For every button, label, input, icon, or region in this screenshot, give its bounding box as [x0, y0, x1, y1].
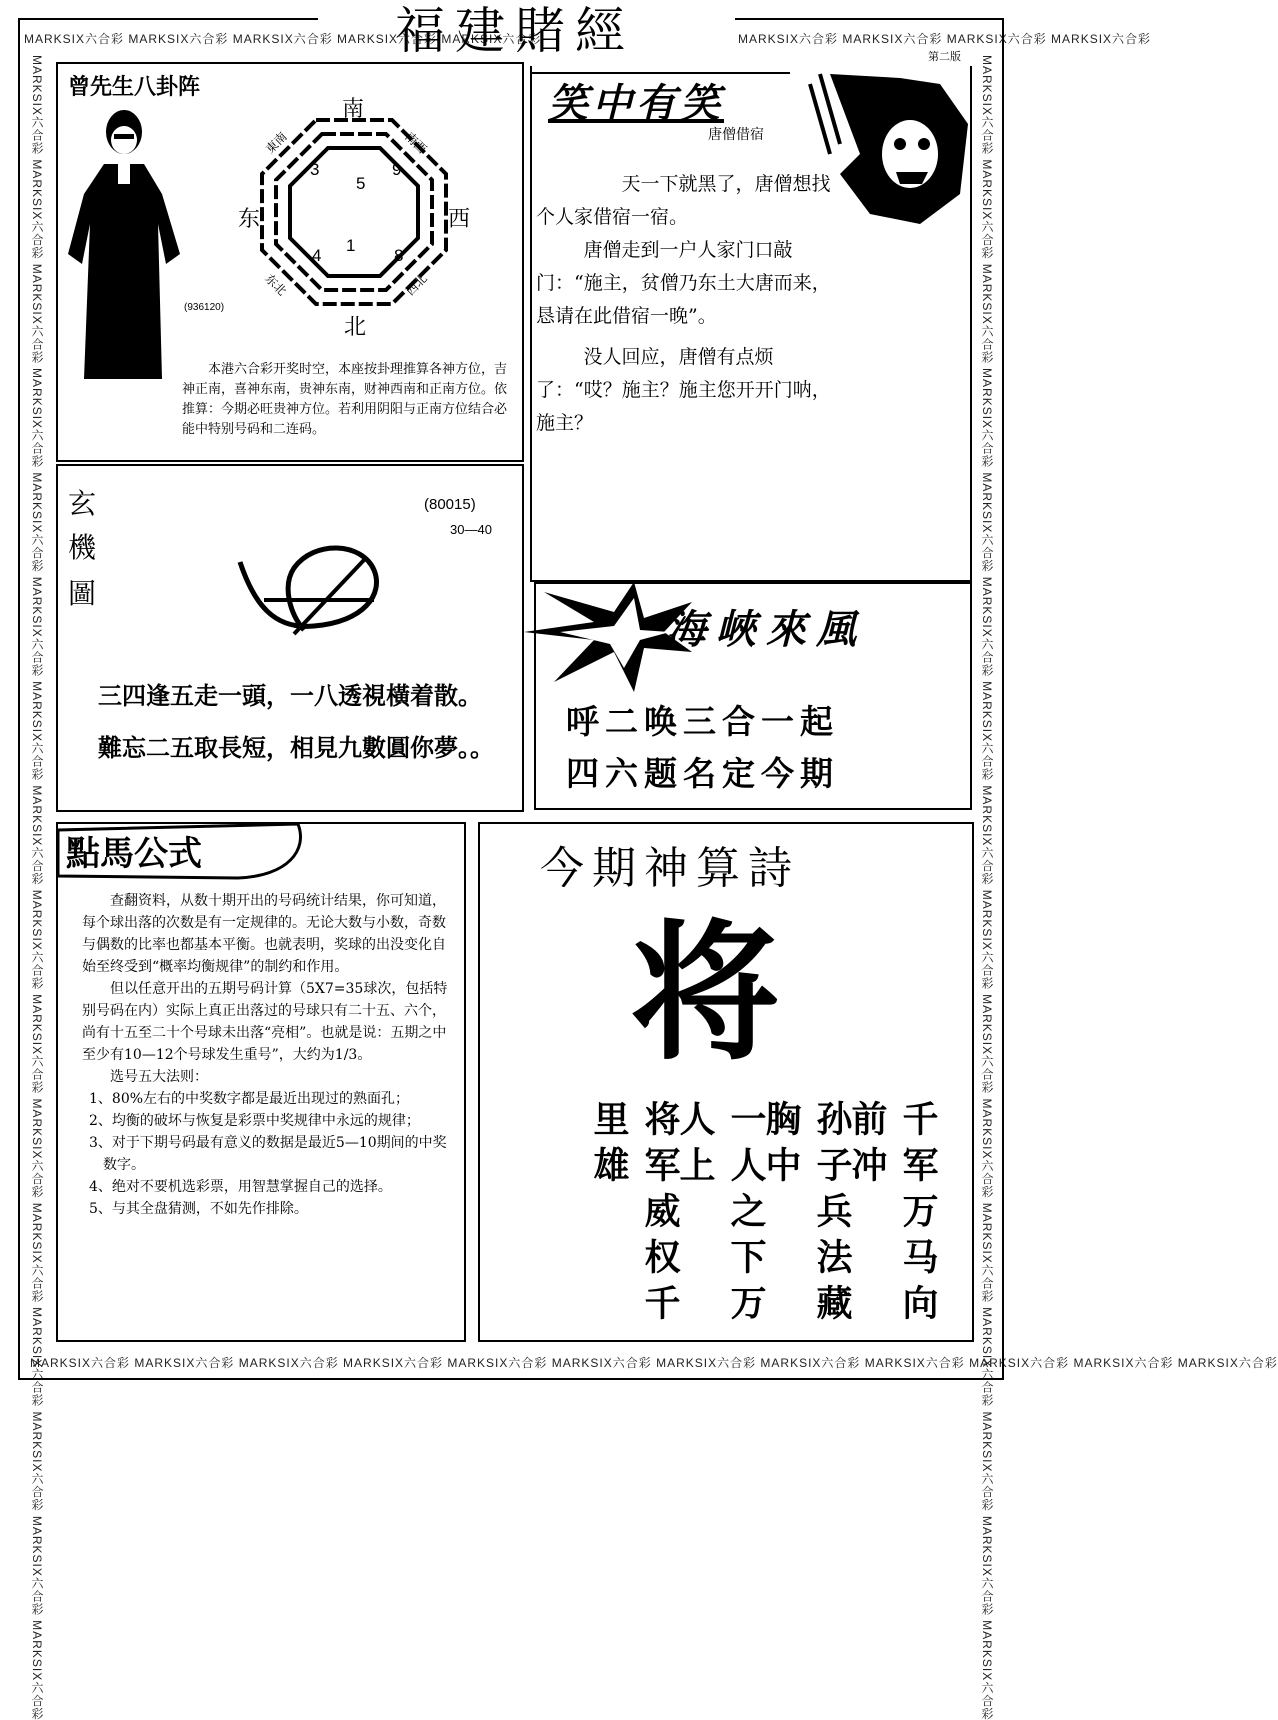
poem-column: 将军威权千里雄	[588, 1100, 681, 1330]
poem-heading: 今期神算詩	[540, 843, 800, 894]
frame-right-line	[1002, 18, 1004, 1378]
haixia-heading: 海峽來風	[666, 606, 866, 653]
bagua-number-9: 9	[392, 160, 402, 179]
top-right-watermark-strip: MARKSIX六合彩 MARKSIX六合彩 MARKSIX六合彩 MARKSIX六合彩	[738, 32, 1152, 46]
dianma-rule: 3、对于下期号码最有意义的数据是最近5—10期间的中奖数字。	[89, 1135, 447, 1173]
fortune-teller-figure	[62, 104, 192, 384]
dianma-paragraph: 查翻资料，从数十期开出的号码统计结果，你可知道，每个球出落的次数是有一定规律的。无论大数与小数，奇数与偶数的比率也都基本平衡。也就表明，奖球的出没变化自始至终受到“概率均衡规律”的制约和作用。	[82, 893, 446, 975]
haixia-line: 四六题名定今期	[566, 754, 839, 793]
bagua-section	[56, 62, 524, 462]
story-paragraph: 没人回应，唐僧有点烦了：“哎？施主？施主您开开门呐，施主？	[536, 346, 831, 434]
dianma-section	[56, 822, 466, 1342]
bagua-number-4: 4	[312, 246, 322, 265]
direction-northwest: 西北	[402, 271, 430, 299]
photo-caption: (936120)	[184, 302, 225, 313]
haixia-line: 呼二唤三合一起	[566, 702, 839, 741]
bagua-number-5: 5	[356, 174, 366, 193]
xuanji-verse-line: 難忘二五取長短，相見九數圓你夢。。	[98, 734, 494, 762]
bottom-watermark-strip: MARKSIX六合彩 MARKSIX六合彩 MARKSIX六合彩 MARKSIX六合彩 MARKSIX六合彩 MARKSIX六合彩 MARKSIX六合彩 MARKSIX六合彩 MARKSIX六合彩 MARKSIX六合彩 MARKSIX六合彩 MARKSIX六合彩	[30, 1356, 1278, 1370]
dianma-heading: 點馬公式	[66, 834, 202, 874]
frame-left-line	[18, 18, 20, 1378]
bagua-description: 本港六合彩开奖时空，本座按卦理推算各神方位，吉神正南，喜神东南，贵神东南，财神西南和正南方位。依推算：今期必旺贵神方位。若利用阴阳与正南方位结合必能中特别号码和二连码。	[182, 362, 508, 437]
dianma-rule: 1、80%左右的中奖数字都是最近出现过的熟面孔；	[89, 1091, 410, 1107]
right-watermark-strip: MARKSIX六合彩 MARKSIX六合彩 MARKSIX六合彩 MARKSIX六合彩 MARKSIX六合彩 MARKSIX六合彩 MARKSIX六合彩 MARKSIX六合彩 MARKSIX六合彩 MARKSIX六合彩 MARKSIX六合彩 MARKSIX六合彩 MARKSIX六合彩 MARKSIX六合彩 MARKSIX六合彩 MARKSIX六合彩	[980, 55, 994, 1720]
poem-column: 一人之下万人上	[674, 1100, 767, 1330]
poem-big-character: 将	[630, 905, 781, 1081]
left-watermark-strip: MARKSIX六合彩 MARKSIX六合彩 MARKSIX六合彩 MARKSIX六合彩 MARKSIX六合彩 MARKSIX六合彩 MARKSIX六合彩 MARKSIX六合彩 MARKSIX六合彩 MARKSIX六合彩 MARKSIX六合彩 MARKSIX六合彩 MARKSIX六合彩 MARKSIX六合彩 MARKSIX六合彩 MARKSIX六合彩	[30, 55, 44, 1720]
frame-top-right-line	[735, 18, 1003, 20]
dianma-rule: 2、均衡的破坏与恢复是彩票中奖规律中永远的规律；	[89, 1113, 420, 1129]
dianma-body	[82, 890, 452, 1220]
story-paragraph: 唐僧走到一户人家门口敲门：“施主，贫僧乃东土大唐而来，恳请在此借宿一晚”。	[536, 239, 831, 327]
xuanji-heading-char: 玄	[68, 487, 97, 520]
xuanji-code: (80015)	[424, 496, 476, 513]
xuanji-heading-char: 圖	[68, 577, 97, 610]
xuanji-heading-char: 機	[68, 531, 97, 564]
xuanji-section	[56, 464, 524, 812]
xuanji-range: 30—40	[450, 522, 492, 537]
xuanji-mystic-drawing	[234, 534, 394, 644]
story-heading: 笑中有笑	[548, 80, 724, 127]
dianma-paragraph: 但以任意开出的五期号码计算（5X7=35球次，包括特别号码在内）实际上真正出落过的号球只有二十五、六个，尚有十五至二十个号球未出落“亮相”。也就是说：五期之中至少有10—12个号球发生重号”，大约为1/3。	[82, 981, 448, 1063]
direction-east: 东	[238, 207, 261, 232]
bagua-number-1: 1	[346, 236, 356, 255]
dianma-rule: 5、与其全盘猜测，不如先作排除。	[89, 1201, 308, 1217]
bagua-number-8: 8	[394, 246, 404, 265]
story-paragraph: 天一下就黑了，唐僧想找个人家借宿一宿。	[536, 173, 831, 228]
frame-top-left-line	[18, 18, 318, 20]
direction-northeast: 东北	[262, 271, 290, 299]
top-left-watermark-strip: MARKSIX六合彩 MARKSIX六合彩 MARKSIX六合彩 MARKSIX六合彩 MARKSIX六合彩	[24, 32, 542, 46]
dianma-rule: 4、绝对不要机选彩票，用智慧掌握自己的选择。	[89, 1179, 392, 1195]
poem-column: 千军万马向前冲	[846, 1100, 939, 1330]
direction-north: 北	[344, 315, 367, 340]
bagua-heading: 曾先生八卦阵	[68, 75, 201, 100]
frame-bottom-line	[18, 1378, 1004, 1380]
xuanji-verse-line: 三四逢五走一頭，一八透視橫着散。	[98, 682, 482, 710]
story-subtitle: 唐僧借宿	[708, 127, 764, 143]
page-title: 福建賭經	[395, 2, 635, 60]
bagua-number-3: 3	[310, 160, 320, 179]
poem-section	[478, 822, 974, 1342]
haixia-section	[534, 582, 972, 810]
dianma-rules-title: 选号五大法则：	[110, 1069, 208, 1085]
direction-south: 南	[342, 97, 365, 122]
edition-label: 第二版	[928, 50, 961, 63]
story-body	[536, 168, 836, 440]
direction-southeast: 東南	[262, 129, 290, 157]
poem-column: 孙子兵法藏胸中	[760, 1100, 853, 1330]
direction-southwest: 南西	[402, 129, 430, 157]
direction-west: 西	[448, 207, 471, 232]
